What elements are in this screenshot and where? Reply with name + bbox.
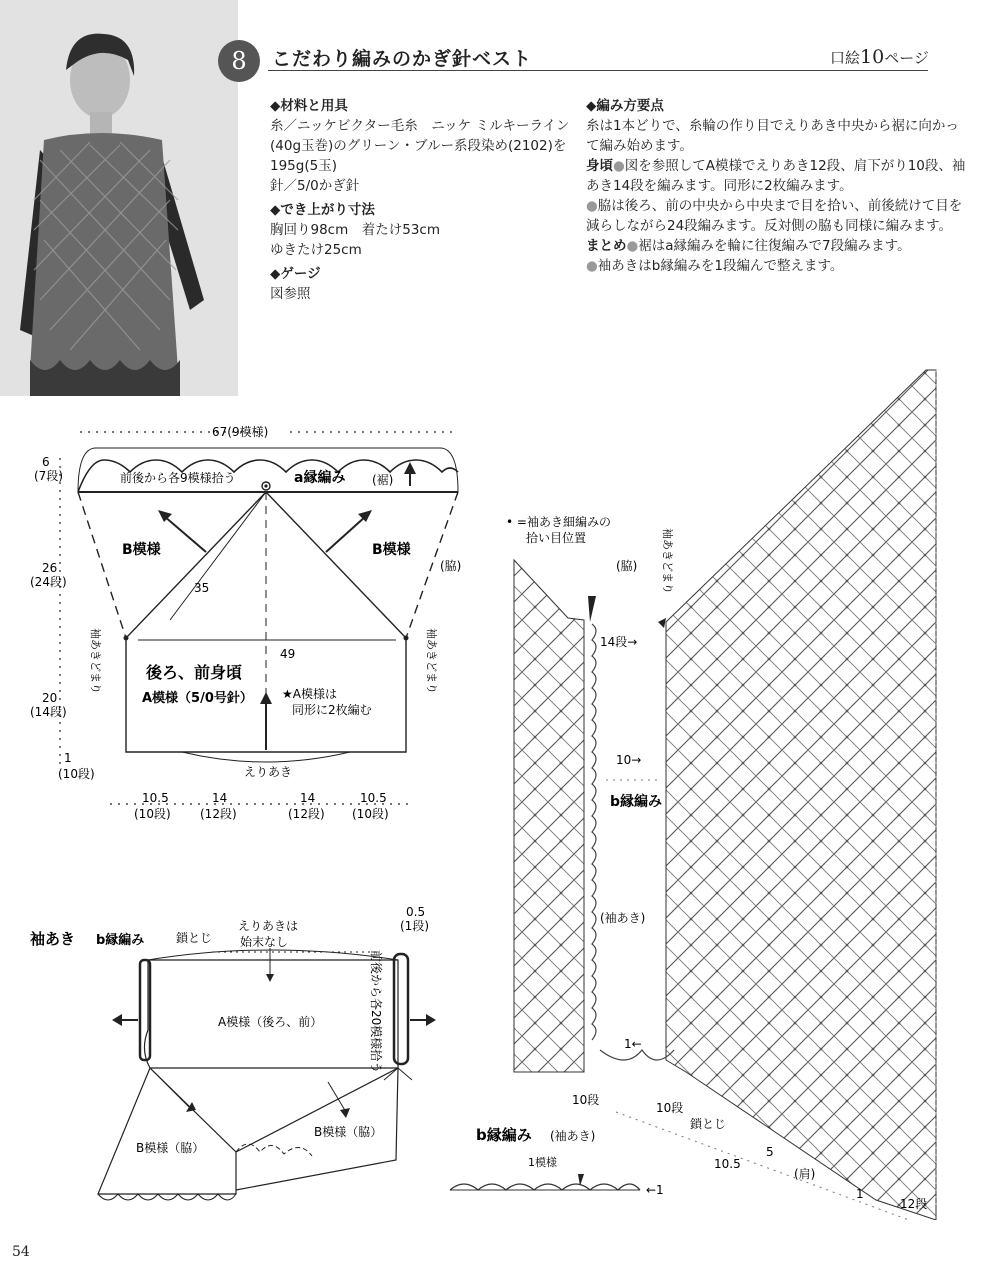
depth-rows: (1段) <box>400 919 429 933</box>
armhole-assembly-diagram <box>0 900 470 1230</box>
width-4-rows: (10段) <box>352 807 389 821</box>
b-edge-small-row: ←1 <box>646 1183 664 1197</box>
left-panel-lattice <box>514 560 584 1072</box>
model-photo-illustration <box>0 0 238 396</box>
dim-h1-rows: (7段) <box>34 469 63 483</box>
instructions-intro: 糸は1本どりで、糸輪の作り目でえりあき中央から裾に向かって編み始めます。 <box>586 118 959 154</box>
pattern-title: こだわり編みのかぎ針ベスト <box>272 48 533 70</box>
arrow-right-icon <box>426 1014 436 1026</box>
center-dot-icon <box>264 484 267 487</box>
chart-row-10: 10→ <box>616 753 642 767</box>
width-3-rows: (12段) <box>288 807 325 821</box>
armhole-stop-left: 袖あきどまり <box>89 628 102 694</box>
finish-label: まとめ <box>586 238 627 254</box>
arrow-head-icon <box>404 462 416 474</box>
gauge-line: 図参照 <box>270 286 311 302</box>
size-line-1: 胸回り98cm 着たけ53cm <box>270 222 441 238</box>
chain-join-label: 鎖とじ <box>176 931 213 945</box>
arrow-head-icon <box>340 1108 350 1118</box>
b-edge-small-title: b縁編み <box>476 1126 532 1144</box>
instructions-body <box>586 156 966 196</box>
chart-legend-1: • =袖あき細編みの <box>506 515 611 529</box>
bullet-icon: ● <box>586 258 598 274</box>
side-label: (脇) <box>440 559 462 573</box>
pattern-b-right-label: B模様 <box>372 542 411 558</box>
chart-row-1: 1← <box>624 1037 642 1051</box>
side-text: 脇は後ろ、前の中央から中央まで目を拾い、前後続けて目を減らしながら24段編みます。反対側の脇も同様に編みます。 <box>586 198 963 234</box>
materials-heading: ◆材料と用具 <box>270 98 348 114</box>
assembly-title-a: 袖あき <box>30 930 76 948</box>
armhole-text: 袖あきはb縁編みを1段編んで整えます。 <box>597 258 844 274</box>
page-ref-suffix: ページ <box>884 49 929 67</box>
note-line-2: 同形に2枚編む <box>292 703 372 717</box>
stitch-chart <box>496 360 992 1220</box>
chart-length-10-5: 10.5 <box>714 1157 741 1171</box>
bullet-icon: ● <box>586 198 598 214</box>
chart-rows-12: 12段 <box>900 1197 928 1211</box>
note-line-1: ★A模様は <box>282 687 337 701</box>
pattern-number-badge: 8 <box>218 40 260 82</box>
dim-h4-rows: (10段) <box>58 767 95 781</box>
size-line-2: ゆきたけ25cm <box>270 242 362 258</box>
arrow-down-icon <box>266 974 274 982</box>
arrow-left-icon <box>112 1014 122 1026</box>
chart-legend-2: 拾い目位置 <box>526 531 587 545</box>
chart-armhole-label: (袖あき) <box>600 911 646 925</box>
instructions-heading: ◆編み方要点 <box>586 98 664 114</box>
gauge-heading: ◆ゲージ <box>270 266 321 282</box>
width-2-rows: (12段) <box>200 807 237 821</box>
armhole-marker-right-icon <box>658 618 666 628</box>
instructions-armhole <box>586 256 966 276</box>
pickup-note: 前後から各20模様拾う <box>369 950 383 1074</box>
b-edge-small-sub: (袖あき) <box>550 1129 596 1143</box>
arrow-head-icon <box>260 692 272 704</box>
materials-yarn: 糸／ニッケビクター毛糸 ニッケ ミルキーライン(40g玉巻)のグリーン・ブルー系段染め(2102)を195g(5玉) <box>270 118 570 174</box>
armhole-stop-dot-icon <box>404 636 409 641</box>
body-schematic-diagram <box>0 400 480 830</box>
chart-side-label: (脇) <box>616 559 638 573</box>
chart-rows-10-left: 10段 <box>572 1093 600 1107</box>
finish-text: 裾はa縁編みを輪に往復編みで7段編みます。 <box>638 238 911 254</box>
neck-note-1: えりあきは <box>238 919 299 933</box>
length-49: 49 <box>280 647 296 661</box>
assembly-title-b: b縁編み <box>96 933 145 948</box>
neck-note-2: 始末なし <box>240 935 289 949</box>
chart-rows-10-right: 10段 <box>656 1101 684 1115</box>
size-heading: ◆でき上がり寸法 <box>270 202 375 218</box>
armhole-stop-right: 袖あきどまり <box>425 628 438 694</box>
assembly-pattern-b-right: B模様（脇） <box>314 1125 383 1139</box>
armhole-marker-left-icon <box>588 596 596 622</box>
model-photo <box>0 0 238 396</box>
bullet-icon: ● <box>613 158 625 174</box>
dim-h4: 1 <box>64 751 72 765</box>
width-1: 10.5 <box>142 791 169 805</box>
body-label: 後ろ、前身頃 <box>146 663 243 682</box>
chart-armhole-stop: 袖あきどまり <box>661 528 674 594</box>
length-35: 35 <box>194 581 210 595</box>
width-3: 14 <box>300 791 316 805</box>
depth-value: 0.5 <box>406 905 426 919</box>
page-ref-number: 10 <box>860 46 885 68</box>
pattern-a-label: A模様（5/0号針） <box>142 691 253 706</box>
armhole-stop-dot-icon <box>124 636 129 641</box>
body-label: 身頃 <box>586 158 613 174</box>
chart-row-1b: 1 <box>856 1187 864 1201</box>
width-1-rows: (10段) <box>134 807 171 821</box>
instructions-section <box>586 96 966 276</box>
body-text: 図を参照してA模様でえりあき12段、肩下がり10段、袖あき14段を編みます。同形に2枚編みます。 <box>586 158 966 194</box>
materials-section <box>270 96 570 304</box>
chart-shoulder-label: (肩) <box>794 1167 816 1181</box>
edge-a-label: a縁編み <box>294 470 346 486</box>
b-edge-small-repeat: 1模様 <box>528 1156 557 1169</box>
bullet-icon: ● <box>626 238 639 254</box>
chart-b-edge-label: b縁編み <box>610 794 663 810</box>
dim-h3-rows: (14段) <box>30 705 67 719</box>
chart-row-14: 14段→ <box>600 635 638 649</box>
dim-h2-rows: (24段) <box>30 575 67 589</box>
width-4: 10.5 <box>360 791 387 805</box>
instructions-side <box>586 196 966 236</box>
chart-length-5: 5 <box>766 1145 774 1159</box>
instructions-finish <box>586 236 966 256</box>
dim-width-top: 67(9模様) <box>212 425 269 439</box>
page-ref-prefix: 口絵 <box>830 49 861 67</box>
neck-opening-label: えりあき <box>244 765 293 779</box>
dim-h3: 20 <box>42 691 58 705</box>
page-number: 54 <box>12 1244 30 1260</box>
pickup-label: 前後から各9模様拾う <box>120 471 236 485</box>
arrow-head-icon <box>186 1102 196 1112</box>
pattern-b-left-label: B模様 <box>122 542 161 558</box>
assembly-pattern-a: A模様（後ろ、前） <box>218 1015 323 1029</box>
assembly-pattern-b-left: B模様（脇） <box>136 1141 205 1155</box>
b-edge-small-chart <box>440 1120 680 1210</box>
page-reference <box>830 46 929 68</box>
dim-h1: 6 <box>42 455 50 469</box>
materials-hook: 針／5/0かぎ針 <box>270 178 360 194</box>
hem-label: (裾) <box>372 473 394 487</box>
title-underline <box>268 70 928 71</box>
chart-chain-join: 鎖とじ <box>690 1117 727 1131</box>
dim-h2: 26 <box>42 561 58 575</box>
width-2: 14 <box>212 791 228 805</box>
main-panel-lattice <box>666 370 936 1220</box>
